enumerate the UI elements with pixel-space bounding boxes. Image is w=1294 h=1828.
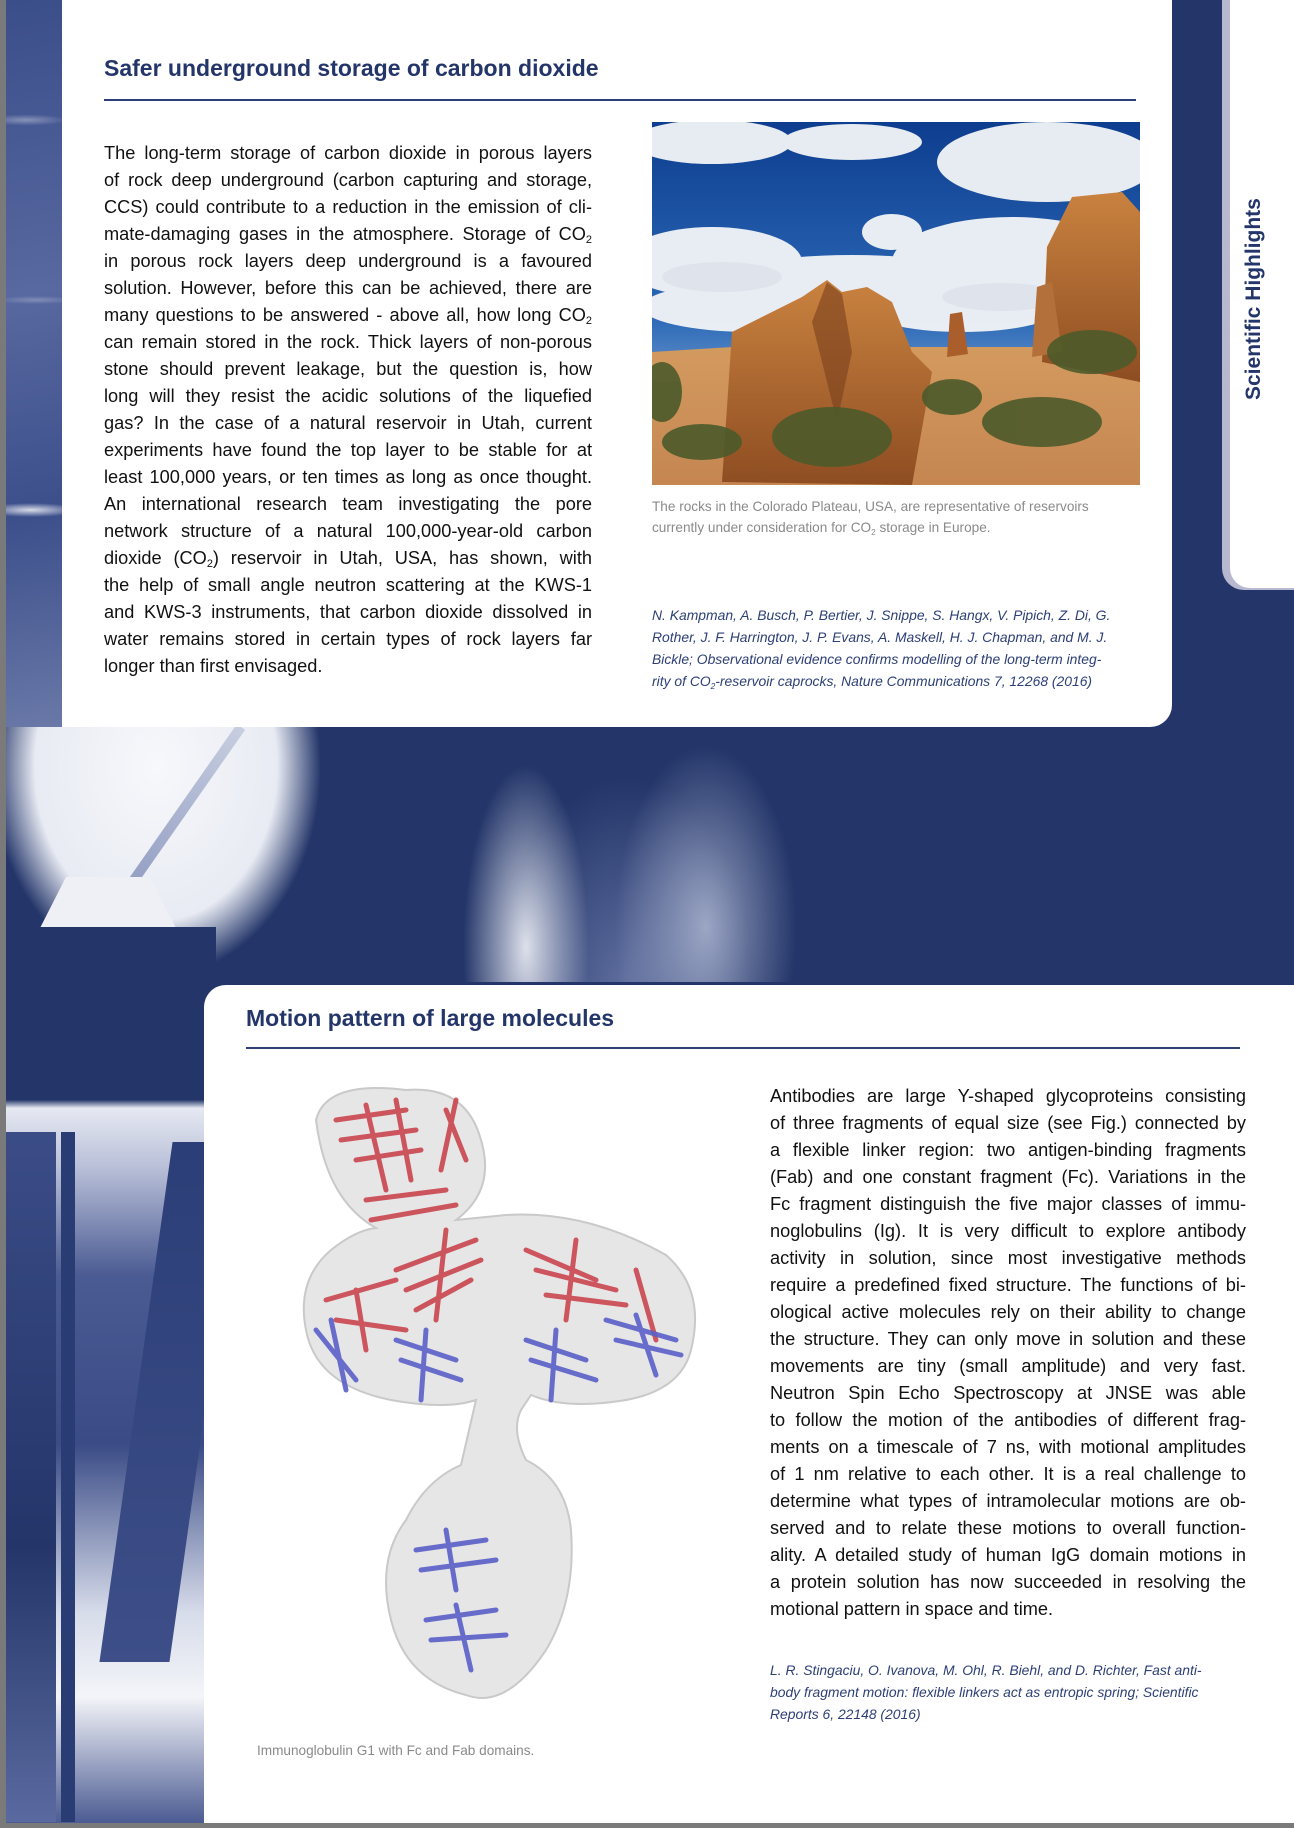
body-text-segment: CCS) could contribute to a reduction in the emission of cli- — [104, 197, 592, 217]
reference-line: -reservoir caprocks, Nature Communications 7, 12268 (2016) — [715, 673, 1093, 689]
reference-line: N. Kampman, A. Busch, P. Bertier, J. Snippe, S. Hangx, V. Pipich, Z. Di, G. — [652, 607, 1111, 623]
body-line — [104, 410, 592, 437]
subscript: 2 — [585, 315, 592, 327]
body-line — [104, 653, 592, 680]
body-text-segment: the help of small angle neutron scattering at the KWS-1 — [104, 575, 592, 595]
body-text-segment: in porous rock layers deep underground is a favoured — [104, 251, 592, 271]
background-tunnel-photo — [6, 727, 1294, 982]
body-text-segment: dioxide (CO — [104, 548, 207, 568]
section-title: Safer underground storage of carbon dioxide — [104, 55, 599, 81]
body-line — [104, 626, 592, 653]
body-line: Antibodies are large Y-shaped glycoproteins consisting — [770, 1086, 1246, 1106]
figure-caption: Immunoglobulin G1 with Fc and Fab domains. — [257, 1743, 535, 1758]
body-text-segment: An international research team investigating the pore — [104, 494, 592, 514]
reference-line: Reports 6, 22148 (2016) — [770, 1706, 921, 1722]
section-title: Motion pattern of large molecules — [246, 1005, 615, 1031]
body-text-segment: can remain stored in the rock. Thick layers of non-porous — [104, 332, 592, 352]
article-card-co2 — [62, 0, 1172, 727]
body-line: activity in solution, since most investigative methods — [770, 1248, 1246, 1268]
body-line: (Fab) and one constant fragment (Fc). Variations in the — [770, 1167, 1246, 1187]
side-tab-label: Scientific Highlights — [1242, 198, 1265, 400]
body-line — [104, 356, 592, 383]
beamline-pipe — [61, 1132, 75, 1822]
body-line — [104, 167, 592, 194]
body-text-segment: mate-damaging gases in the atmosphere. Storage of CO — [104, 224, 586, 244]
title-rule — [104, 99, 1136, 101]
body-text-segment: network structure of a natural 100,000-year-old carbon — [104, 521, 592, 541]
body-text-segment: The long-term storage of carbon dioxide in porous layers — [104, 143, 592, 163]
body-text-segment: ) reservoir in Utah, USA, has shown, with — [212, 548, 592, 568]
body-text-segment: stone should prevent leakage, but the question is, how — [104, 359, 592, 379]
body-line — [104, 572, 592, 599]
reference-line: Rother, J. F. Harrington, J. P. Evans, A. Maskell, H. J. Chapman, and M. J. — [652, 629, 1108, 645]
body-line — [104, 437, 592, 464]
body-line — [104, 329, 592, 356]
body-line — [104, 248, 592, 275]
body-line: movements are tiny (small amplitude) and very fast. — [770, 1356, 1246, 1376]
body-line: the structure. They can only move in solution and these — [770, 1329, 1246, 1349]
background-beamline-photo — [6, 982, 206, 1823]
body-line: served and to relate these motions to overall function- — [770, 1518, 1246, 1538]
body-line — [104, 302, 592, 329]
article-body — [104, 140, 592, 680]
body-line — [104, 464, 592, 491]
body-line — [104, 383, 592, 410]
page — [6, 0, 1294, 1823]
photo-illustration — [652, 122, 1140, 485]
body-line: ality. A detailed study of human IgG domain motions in — [770, 1545, 1246, 1565]
caption-subscript: 2 — [871, 528, 876, 537]
body-line — [104, 194, 592, 221]
molecule-illustration — [296, 1080, 716, 1720]
reference-line: Bickle; Observational evidence confirms modelling of the long-term integ- — [652, 651, 1102, 667]
body-line — [104, 545, 592, 572]
body-text-segment: longer than first envisaged. — [104, 656, 323, 676]
beamline-wall — [6, 1132, 56, 1822]
body-line — [104, 518, 592, 545]
body-text-segment: least 100,000 years, or ten times as long as once thought. — [104, 467, 592, 487]
body-line: require a predefined fixed structure. The functions of bi- — [770, 1275, 1246, 1295]
reference-line: L. R. Stingaciu, O. Ivanova, M. Ohl, R. Biehl, and D. Richter, Fast anti- — [770, 1662, 1202, 1678]
body-line: a protein solution has now succeeded in resolving the — [770, 1572, 1246, 1592]
body-line: noglobulins (Ig). It is very difficult to explore antibody — [770, 1221, 1246, 1241]
caption-line: storage in Europe. — [875, 520, 991, 535]
body-text-segment: many questions to be answered - above all, how long CO — [104, 305, 586, 325]
body-text-segment: and KWS-3 instruments, that carbon dioxide dissolved in — [104, 602, 592, 622]
caption-line: The rocks in the Colorado Plateau, USA, are representative of reservoirs — [652, 499, 1089, 514]
body-line: a flexible linker region: two antigen-binding fragments — [770, 1140, 1246, 1160]
reference-citation — [652, 604, 1172, 692]
reference-line: rity of CO — [652, 673, 711, 689]
body-line: ological active molecules rely on their ability to change — [770, 1302, 1246, 1322]
subscript: 2 — [710, 681, 716, 691]
subscript: 2 — [206, 558, 213, 570]
body-line: Fc fragment distinguish the five major classes of immu- — [770, 1194, 1246, 1214]
body-text-segment: water remains stored in certain types of rock layers far — [104, 629, 592, 649]
body-line — [104, 491, 592, 518]
body-line — [104, 275, 592, 302]
tunnel-machine — [38, 877, 178, 932]
photo-caption — [652, 496, 1172, 538]
reference-line: body fragment motion: flexible linkers act as entropic spring; Scientific — [770, 1684, 1199, 1700]
body-line — [104, 599, 592, 626]
colorado-plateau-photo — [652, 122, 1140, 485]
body-line: of three fragments of equal size (see Fig.) connected by — [770, 1113, 1246, 1133]
immunoglobulin-figure — [296, 1080, 716, 1720]
title-rule — [246, 1047, 1240, 1049]
reference-citation — [770, 1659, 1246, 1725]
body-line — [104, 140, 592, 167]
body-text-segment: experiments have found the top layer to be stable for at — [104, 440, 592, 460]
body-text-segment: solution. However, before this can be achieved, there are — [104, 278, 592, 298]
body-text-segment: of rock deep underground (carbon capturing and storage, — [104, 170, 592, 190]
body-line: determine what types of intramolecular motions are ob- — [770, 1491, 1246, 1511]
body-line: of 1 nm relative to each other. It is a real challenge to — [770, 1464, 1246, 1484]
body-line — [104, 221, 592, 248]
body-line: to follow the motion of the antibodies of different frag- — [770, 1410, 1246, 1430]
body-line: ments on a timescale of 7 ns, with motional amplitudes — [770, 1437, 1246, 1457]
body-line: motional pattern in space and time. — [770, 1599, 1054, 1619]
background-photo-strip — [6, 0, 66, 730]
body-line: Neutron Spin Echo Spectroscopy at JNSE was able — [770, 1383, 1246, 1403]
tunnel-rail — [116, 724, 245, 902]
article-body — [770, 1083, 1246, 1623]
subscript: 2 — [585, 234, 592, 246]
caption-line: currently under consideration for CO — [652, 520, 872, 535]
body-text-segment: gas? In the case of a natural reservoir in Utah, current — [104, 413, 592, 433]
body-text-segment: long will they resist the acidic solutions of the liquefied — [104, 386, 592, 406]
